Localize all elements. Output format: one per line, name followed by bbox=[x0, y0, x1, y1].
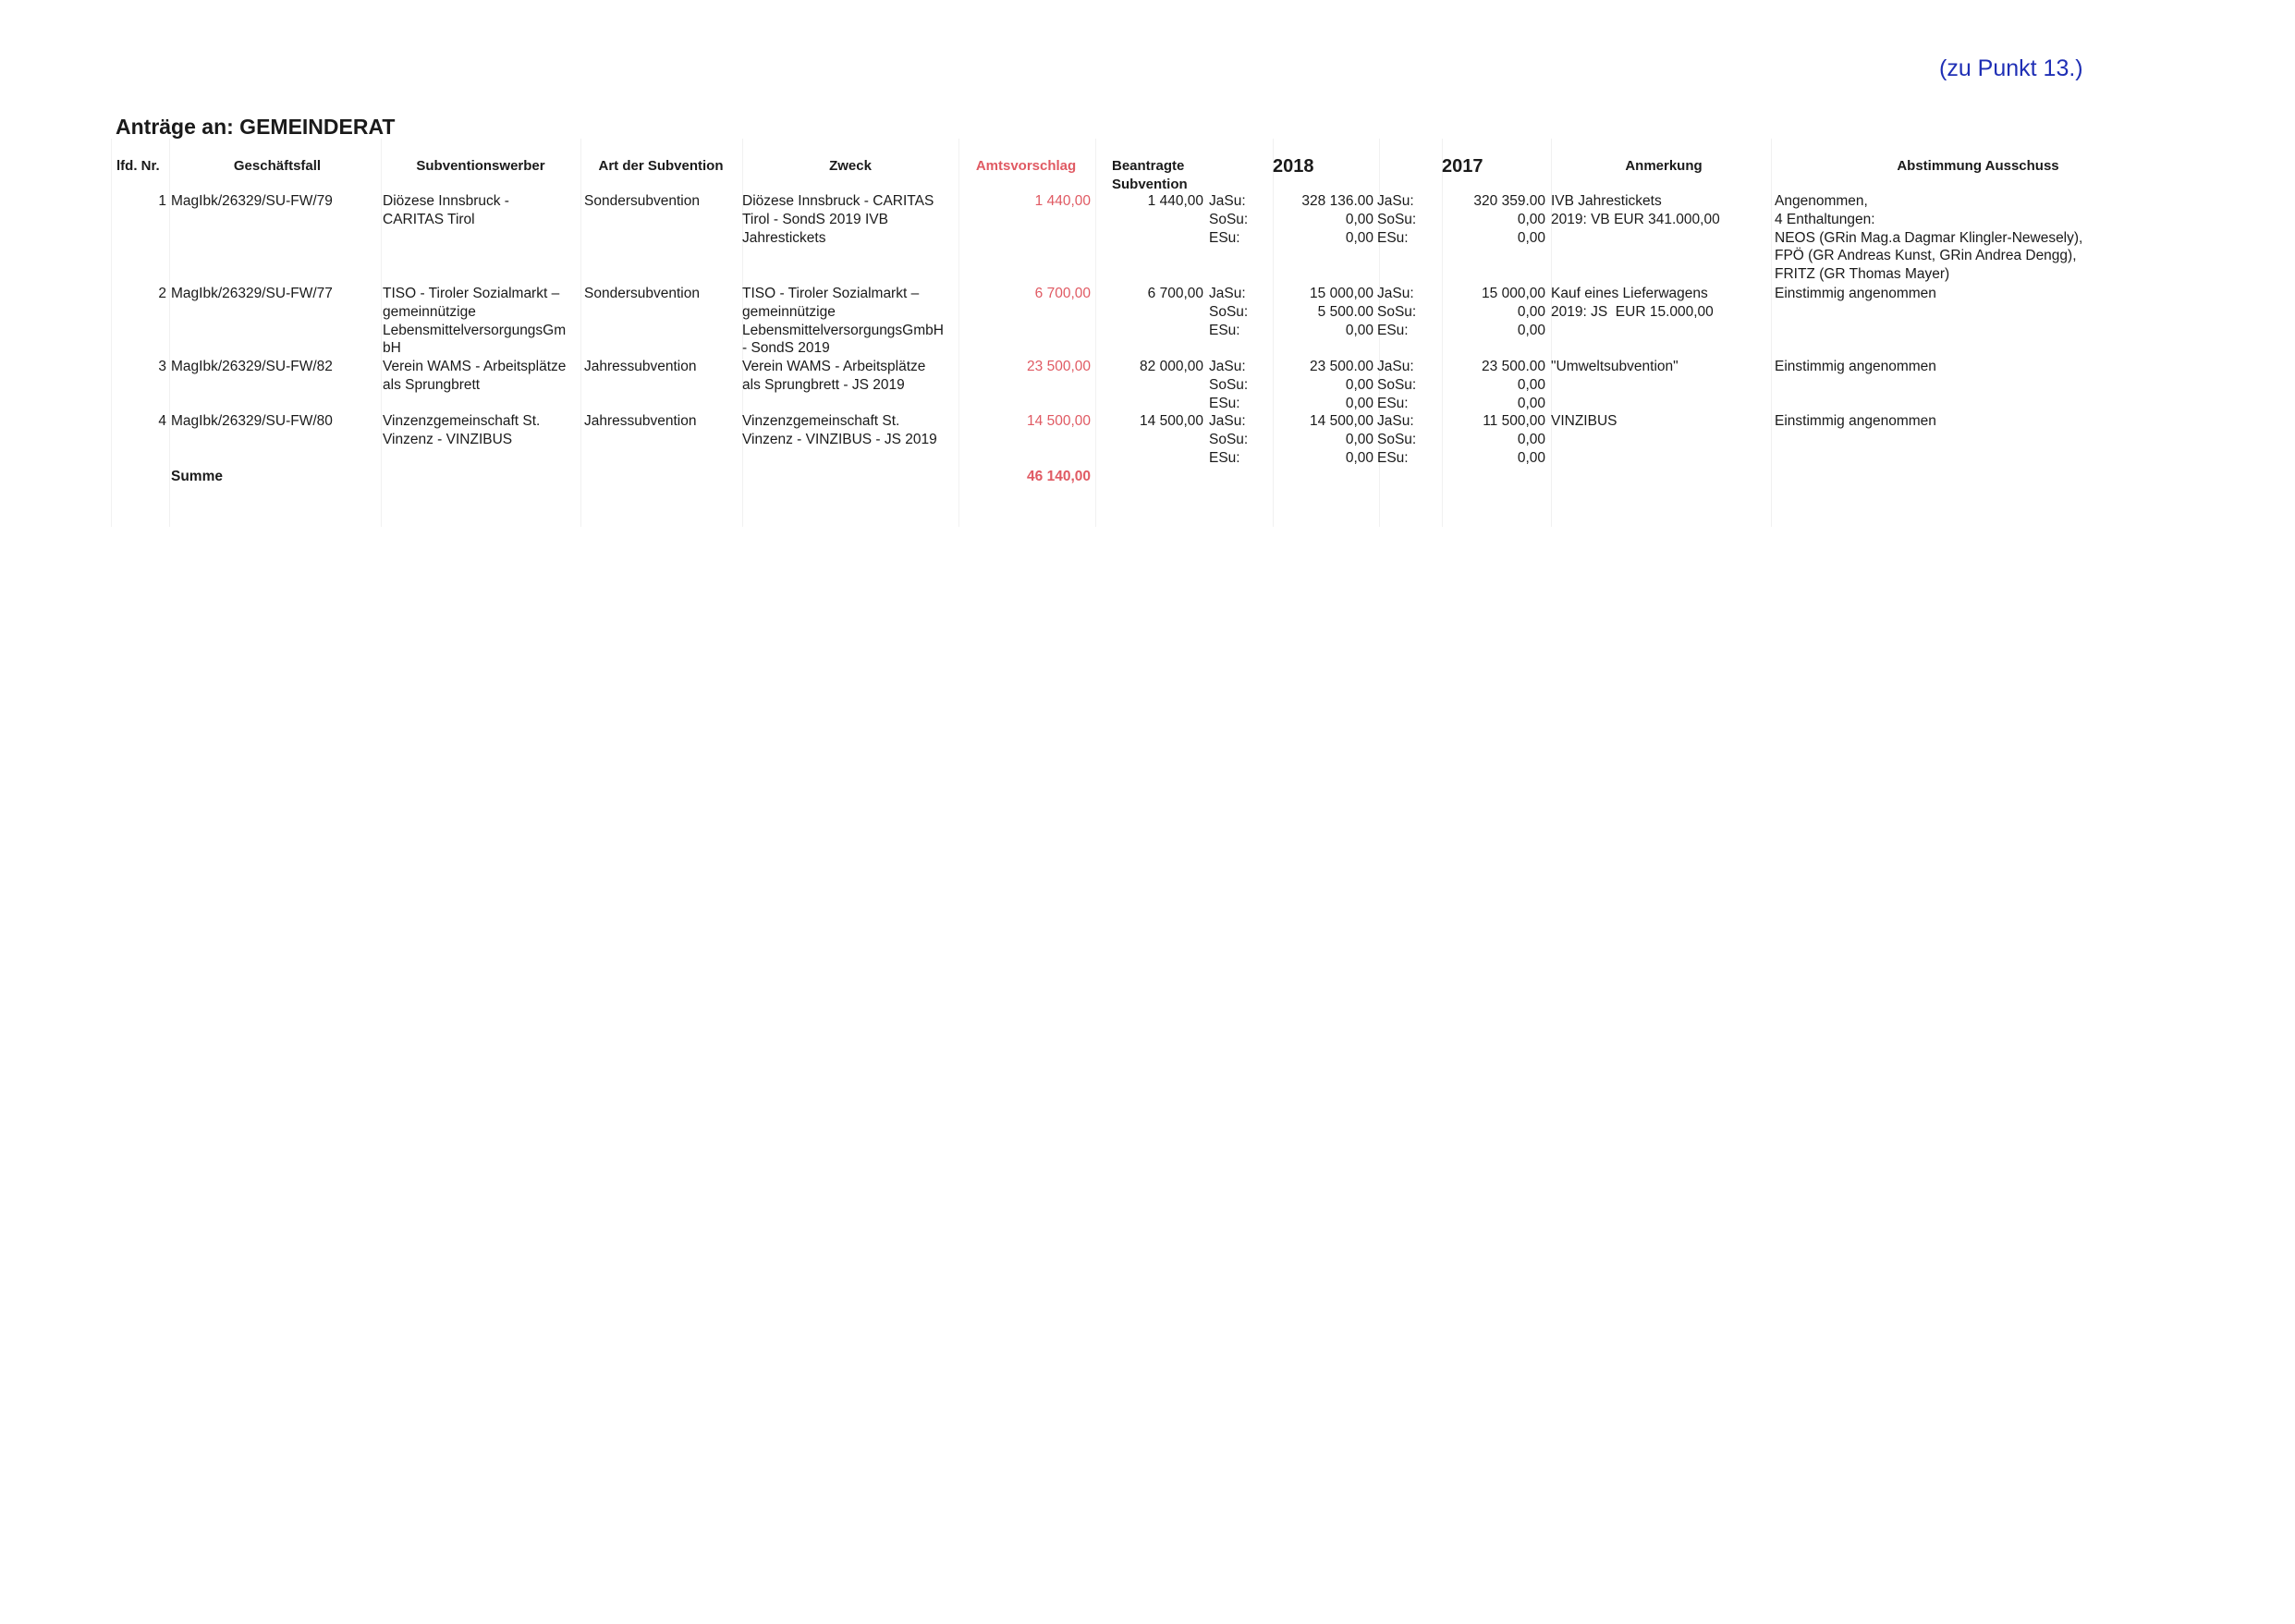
row-values-2018: 14 500,00 0,00 0,00 bbox=[1310, 413, 1373, 466]
row-beantragt: 6 700,00 bbox=[1147, 286, 1203, 301]
header-zweck: Zweck bbox=[829, 158, 872, 174]
row-art: Sondersubvention bbox=[584, 286, 700, 301]
row-values-2017: 23 500.00 0,00 0,00 bbox=[1482, 359, 1545, 411]
column-divider bbox=[1273, 139, 1274, 527]
row-amtsvorschlag: 1 440,00 bbox=[1034, 193, 1091, 209]
row-geschaeftsfall: MagIbk/26329/SU-FW/77 bbox=[171, 286, 333, 301]
row-zweck: Diözese Innsbruck - CARITAS Tirol - SondS 2019 IVB Jahrestickets bbox=[742, 193, 934, 246]
row-labels-2018: JaSu: SoSu: ESu: bbox=[1209, 193, 1249, 246]
row-zweck: Vinzenzgemeinschaft St. Vinzenz - VINZIBUS - JS 2019 bbox=[742, 413, 937, 447]
row-nr: 1 bbox=[158, 193, 166, 209]
header-amtsvorschlag: Amtsvorschlag bbox=[975, 158, 1077, 174]
header-art: Art der Subvention bbox=[598, 158, 724, 174]
column-divider bbox=[1771, 139, 1772, 527]
row-amtsvorschlag: 14 500,00 bbox=[1027, 413, 1091, 429]
row-values-2018: 15 000,00 5 500.00 0,00 bbox=[1310, 286, 1373, 338]
row-beantragt: 1 440,00 bbox=[1147, 193, 1203, 209]
row-values-2018: 23 500.00 0,00 0,00 bbox=[1310, 359, 1373, 411]
row-anmerkung: IVB Jahrestickets 2019: VB EUR 341.000,00 bbox=[1551, 193, 1720, 227]
row-abstimmung: Einstimmig angenommen bbox=[1775, 359, 1936, 374]
row-anmerkung: "Umweltsubvention" bbox=[1551, 359, 1679, 374]
row-zweck: Verein WAMS - Arbeitsplätze als Sprungbrett - JS 2019 bbox=[742, 359, 926, 393]
row-zweck: TISO - Tiroler Sozialmarkt – gemeinnützige LebensmittelversorgungsGmbH - SondS 2019 bbox=[742, 286, 944, 357]
header-year-2018: 2018 bbox=[1273, 156, 1314, 177]
row-labels-2017: JaSu: SoSu: ESu: bbox=[1377, 413, 1417, 466]
row-values-2017: 11 500,00 0,00 0,00 bbox=[1483, 413, 1545, 466]
reference-note: (zu Punkt 13.) bbox=[1939, 55, 2083, 81]
header-abstimmung: Abstimmung Ausschuss bbox=[1897, 158, 2059, 174]
row-geschaeftsfall: MagIbk/26329/SU-FW/80 bbox=[171, 413, 333, 429]
row-anmerkung: Kauf eines Lieferwagens 2019: JS EUR 15.000,00 bbox=[1551, 286, 1714, 320]
header-nr: lfd. Nr. bbox=[116, 158, 160, 174]
row-values-2017: 320 359.00 0,00 0,00 bbox=[1473, 193, 1545, 246]
header-anmerkung: Anmerkung bbox=[1625, 158, 1703, 174]
row-subventionswerber: Diözese Innsbruck - CARITAS Tirol bbox=[383, 193, 509, 227]
row-nr: 4 bbox=[158, 413, 166, 429]
column-divider bbox=[169, 139, 170, 527]
row-values-2017: 15 000,00 0,00 0,00 bbox=[1482, 286, 1545, 338]
row-values-2018: 328 136.00 0,00 0,00 bbox=[1301, 193, 1373, 246]
summe-total: 46 140,00 bbox=[1027, 469, 1091, 484]
row-amtsvorschlag: 23 500,00 bbox=[1027, 359, 1091, 374]
row-labels-2018: JaSu: SoSu: ESu: bbox=[1209, 413, 1249, 466]
row-nr: 2 bbox=[158, 286, 166, 301]
column-divider bbox=[381, 139, 382, 527]
header-geschaeftsfall: Geschäftsfall bbox=[233, 158, 322, 174]
header-beantragte: Beantragte bbox=[1112, 158, 1185, 174]
column-divider bbox=[580, 139, 581, 527]
column-divider bbox=[1095, 139, 1096, 527]
row-art: Jahressubvention bbox=[584, 359, 697, 374]
row-anmerkung: VINZIBUS bbox=[1551, 413, 1617, 429]
row-art: Sondersubvention bbox=[584, 193, 700, 209]
row-labels-2018: JaSu: SoSu: ESu: bbox=[1209, 359, 1249, 411]
row-beantragt: 82 000,00 bbox=[1140, 359, 1203, 374]
header-year-2017: 2017 bbox=[1442, 156, 1483, 177]
summe-label: Summe bbox=[171, 469, 223, 484]
row-subventionswerber: Vinzenzgemeinschaft St. Vinzenz - VINZIBUS bbox=[383, 413, 541, 447]
row-labels-2017: JaSu: SoSu: ESu: bbox=[1377, 359, 1417, 411]
row-abstimmung: Angenommen, 4 Enthaltungen: NEOS (GRin Mag.a Dagmar Klingler-Newesely), FPÖ (GR Andreas Kunst, GRin Andrea Dengg), FRITZ (GR Thomas Mayer) bbox=[1775, 193, 2083, 283]
row-labels-2017: JaSu: SoSu: ESu: bbox=[1377, 286, 1417, 338]
row-labels-2018: JaSu: SoSu: ESu: bbox=[1209, 286, 1249, 338]
document-title: Anträge an: GEMEINDERAT bbox=[116, 115, 396, 139]
row-subventionswerber: TISO - Tiroler Sozialmarkt – gemeinnützige LebensmittelversorgungsGm bH bbox=[383, 286, 567, 357]
row-nr: 3 bbox=[158, 359, 166, 374]
row-abstimmung: Einstimmig angenommen bbox=[1775, 286, 1936, 301]
row-abstimmung: Einstimmig angenommen bbox=[1775, 413, 1936, 429]
row-subventionswerber: Verein WAMS - Arbeitsplätze als Sprungbrett bbox=[383, 359, 567, 393]
header-subvention: Subvention bbox=[1112, 177, 1188, 192]
row-beantragt: 14 500,00 bbox=[1140, 413, 1203, 429]
row-art: Jahressubvention bbox=[584, 413, 697, 429]
column-divider bbox=[958, 139, 959, 527]
row-geschaeftsfall: MagIbk/26329/SU-FW/79 bbox=[171, 193, 333, 209]
row-amtsvorschlag: 6 700,00 bbox=[1034, 286, 1091, 301]
column-divider bbox=[111, 139, 112, 527]
row-labels-2017: JaSu: SoSu: ESu: bbox=[1377, 193, 1417, 246]
header-subventionswerber: Subventionswerber bbox=[416, 158, 545, 174]
row-geschaeftsfall: MagIbk/26329/SU-FW/82 bbox=[171, 359, 333, 374]
